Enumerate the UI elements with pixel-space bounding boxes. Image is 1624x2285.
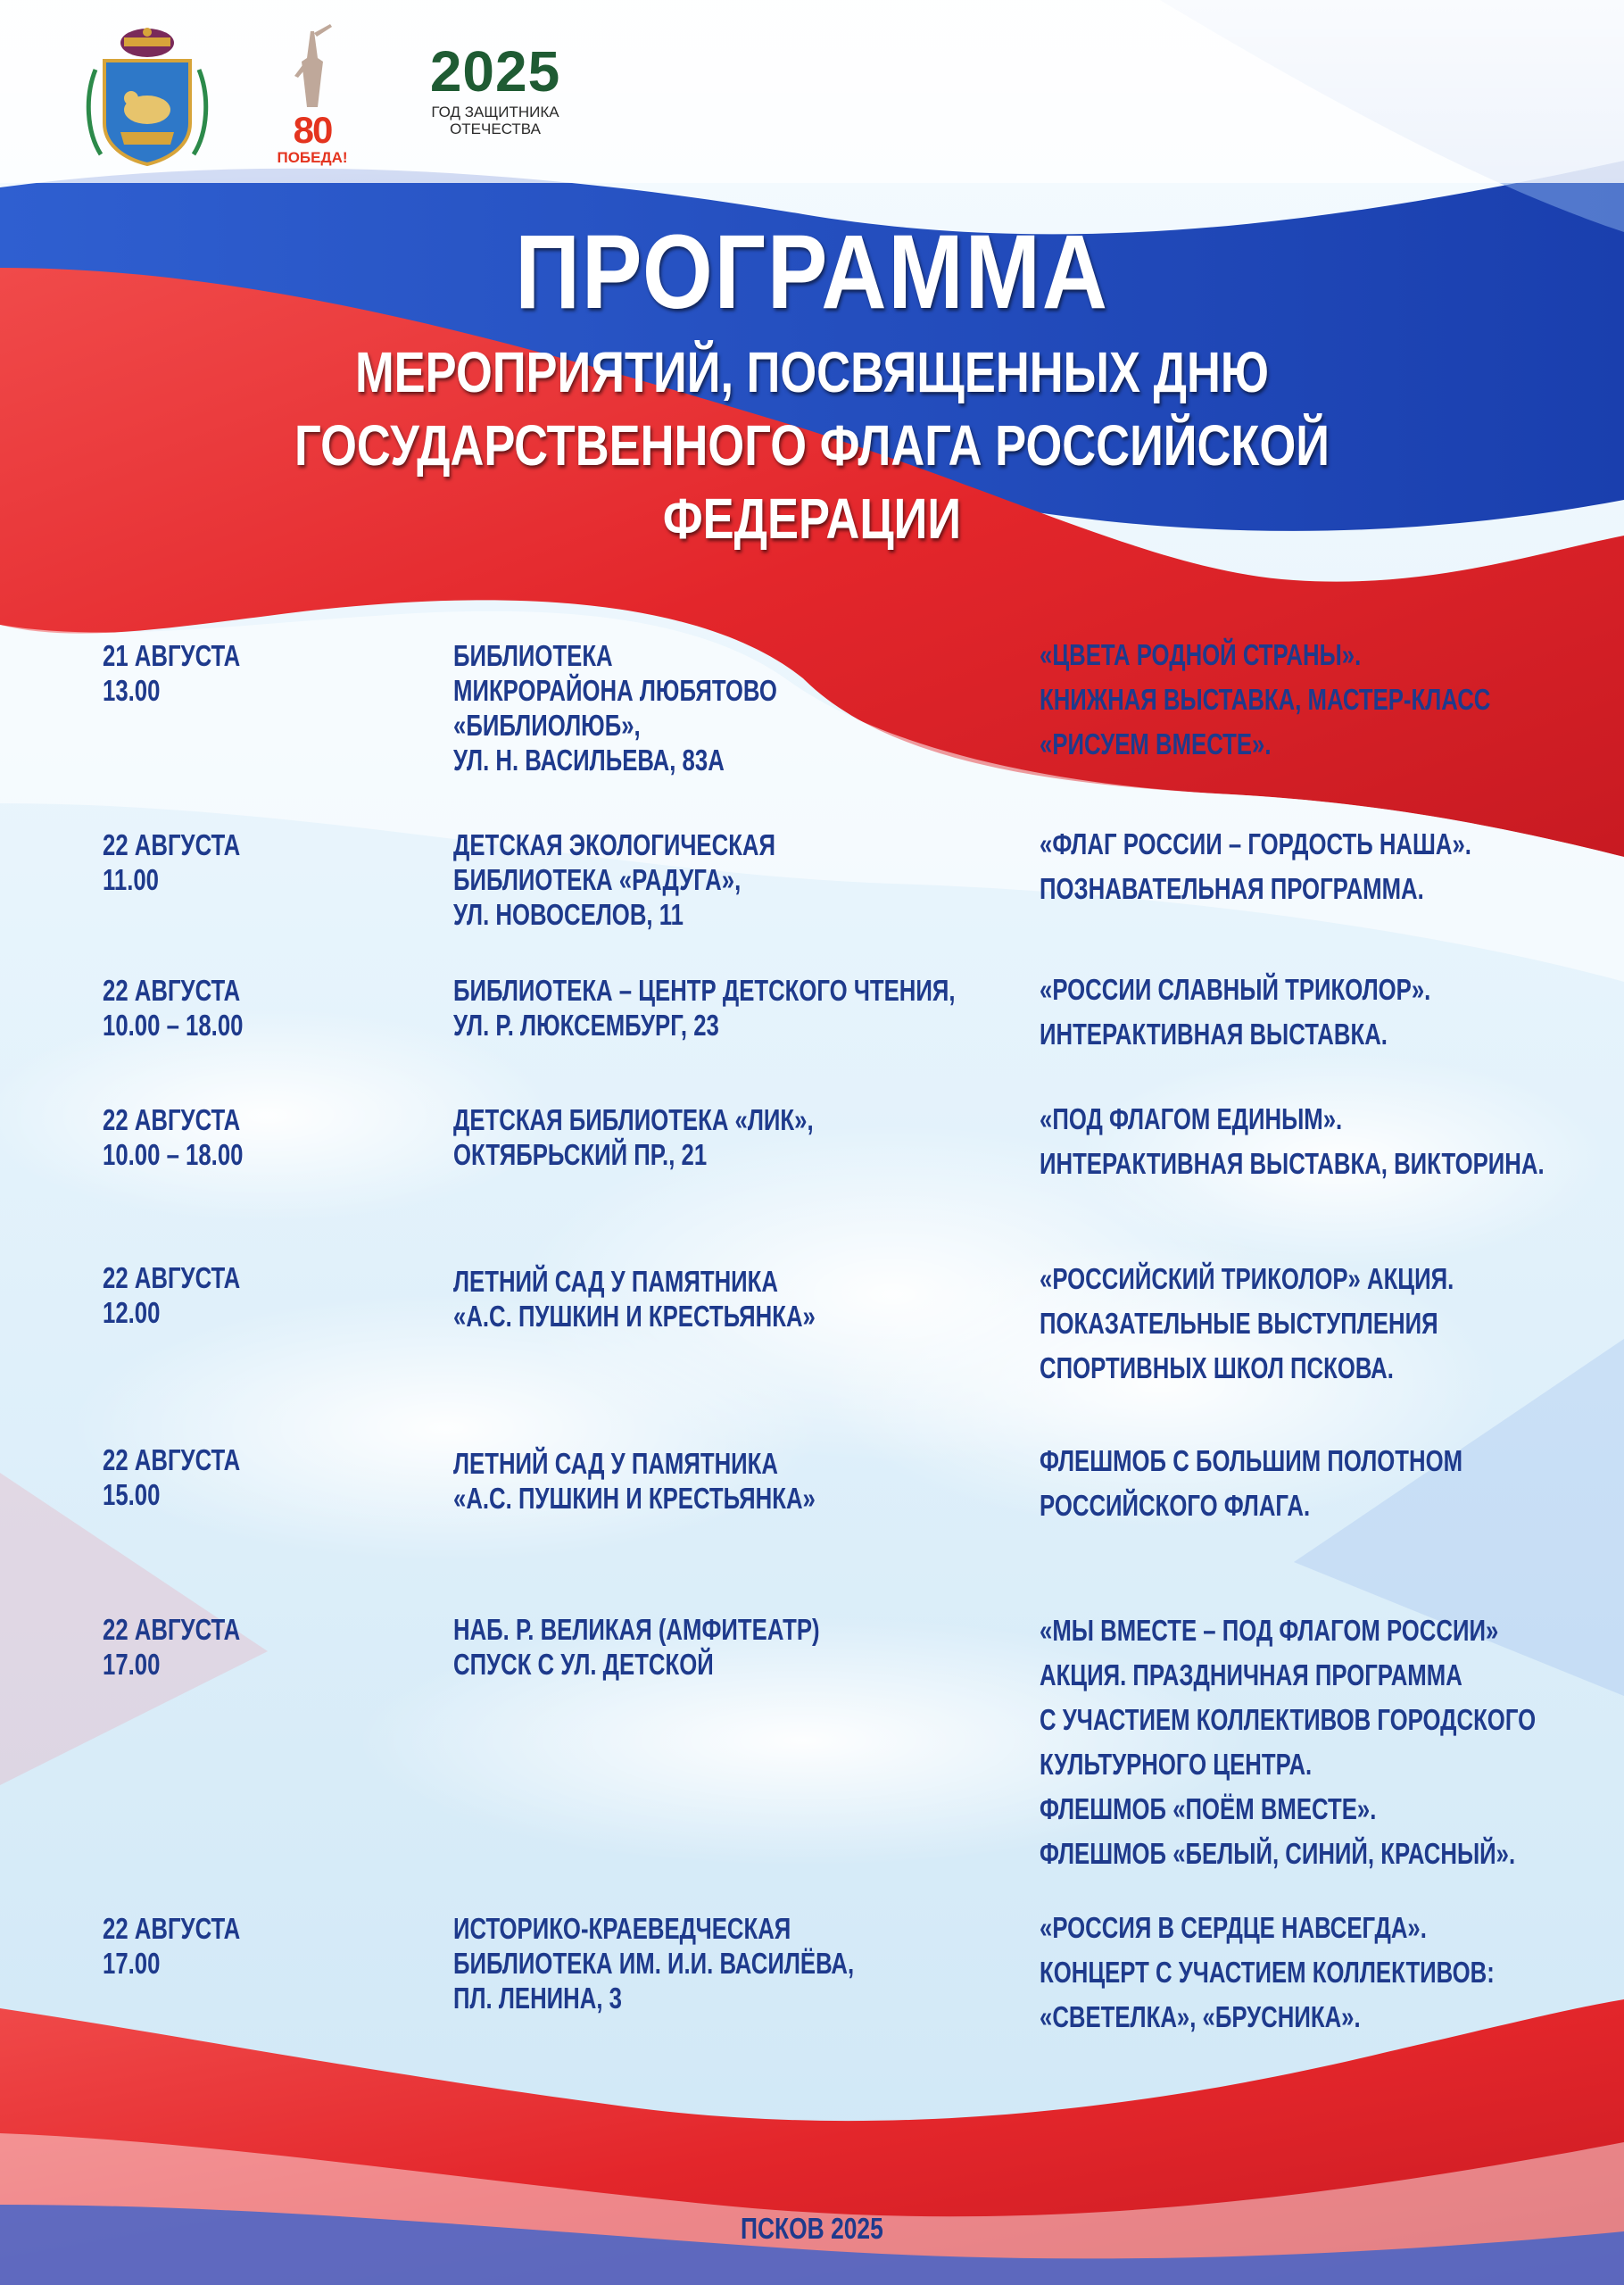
- event-date: 22 АВГУСТА 15.00: [103, 1443, 241, 1511]
- event-description: «ПОД ФЛАГОМ ЕДИНЫМ». ИНТЕРАКТИВНАЯ ВЫСТАВКА, ВИКТОРИНА.: [1040, 1102, 1545, 1180]
- event-place: ДЕТСКАЯ БИБЛИОТЕКА «ЛИК», ОКТЯБРЬСКИЙ ПР., 21: [453, 1103, 814, 1171]
- event-place: ИСТОРИКО-КРАЕВЕДЧЕСКАЯ БИБЛИОТЕКА ИМ. И.И. ВАСИЛЁВА, ПЛ. ЛЕНИНА, 3: [453, 1912, 855, 2015]
- event-description: «МЫ ВМЕСТЕ – ПОД ФЛАГОМ РОССИИ» АКЦИЯ. ПРАЗДНИЧНАЯ ПРОГРАММА С УЧАСТИЕМ КОЛЛЕКТИВОВ ГОРОДСКОГО КУЛЬТУРНОГО ЦЕНТРА. ФЛЕШМОБ «ПОЁМ ВМЕСТЕ». ФЛЕШМОБ «БЕЛЫЙ, СИНИЙ, КРАСНЫЙ».: [1040, 1614, 1537, 1870]
- event-date: 21 АВГУСТА 13.00: [103, 639, 241, 707]
- event-date: 22 АВГУСТА 17.00: [103, 1613, 241, 1681]
- victory-number: 80: [293, 109, 332, 151]
- event-place: БИБЛИОТЕКА – ЦЕНТР ДЕТСКОГО ЧТЕНИЯ, УЛ. Р. ЛЮКСЕМБУРГ, 23: [453, 974, 956, 1042]
- event-description: «РОССИЯ В СЕРДЦЕ НАВСЕГДА». КОНЦЕРТ С УЧАСТИЕМ КОЛЛЕКТИВОВ: «СВЕТЕЛКА», «БРУСНИКА».: [1040, 1911, 1495, 2033]
- event-date: 22 АВГУСТА 10.00 – 18.00: [103, 1103, 244, 1171]
- page-subtitle-line2: ГОСУДАРСТВЕННОГО ФЛАГА РОССИЙСКОЙ ФЕДЕРАЦИИ: [294, 413, 1330, 551]
- event-description: «ЦВЕТА РОДНОЙ СТРАНЫ». КНИЖНАЯ ВЫСТАВКА, МАСТЕР-КЛАСС «РИСУЕМ ВМЕСТЕ».: [1040, 638, 1491, 760]
- event-description: ФЛЕШМОБ С БОЛЬШИМ ПОЛОТНОМ РОССИЙСКОГО ФЛАГА.: [1040, 1444, 1463, 1522]
- footer-text: ПСКОВ 2025: [741, 2212, 883, 2245]
- event-place: ЛЕТНИЙ САД У ПАМЯТНИКА «А.С. ПУШКИН И КРЕСТЬЯНКА»: [453, 1265, 816, 1333]
- event-date: 22 АВГУСТА 11.00: [103, 828, 241, 896]
- event-place: ЛЕТНИЙ САД У ПАМЯТНИКА «А.С. ПУШКИН И КРЕСТЬЯНКА»: [453, 1447, 816, 1515]
- event-date: 22 АВГУСТА 17.00: [103, 1912, 241, 1980]
- event-date: 22 АВГУСТА 12.00: [103, 1261, 241, 1329]
- event-description: «ФЛАГ РОССИИ – ГОРДОСТЬ НАША». ПОЗНАВАТЕЛЬНАЯ ПРОГРАММА.: [1040, 827, 1471, 905]
- year-caption-line1: ГОД ЗАЩИТНИКА: [431, 104, 559, 120]
- victory-word: ПОБЕДА!: [277, 149, 348, 166]
- event-place: ДЕТСКАЯ ЭКОЛОГИЧЕСКАЯ БИБЛИОТЕКА «РАДУГА», УЛ. НОВОСЕЛОВ, 11: [453, 828, 775, 931]
- event-date: 22 АВГУСТА 10.00 – 18.00: [103, 974, 244, 1042]
- page-subtitle-line1: МЕРОПРИЯТИЙ, ПОСВЯЩЕННЫХ ДНЮ: [354, 340, 1270, 404]
- year-caption-line2: ОТЕЧЕСТВА: [450, 120, 541, 137]
- footer-city-year: [0, 2212, 1624, 2246]
- page-title: ПРОГРАММА: [515, 213, 1109, 331]
- event-description: «РОССИИ СЛАВНЫЙ ТРИКОЛОР». ИНТЕРАКТИВНАЯ ВЫСТАВКА.: [1040, 973, 1431, 1051]
- event-place: НАБ. Р. ВЕЛИКАЯ (АМФИТЕАТР) СПУСК С УЛ. ДЕТСКОЙ: [453, 1613, 820, 1681]
- event-description: «РОССИЙСКИЙ ТРИКОЛОР» АКЦИЯ. ПОКАЗАТЕЛЬНЫЕ ВЫСТУПЛЕНИЯ СПОРТИВНЫХ ШКОЛ ПСКОВА.: [1040, 1262, 1454, 1384]
- year-number: 2025: [429, 39, 561, 104]
- event-place: БИБЛИОТЕКА МИКРОРАЙОНА ЛЮБЯТОВО «БИБЛИОЛЮБ», УЛ. Н. ВАСИЛЬЕВА, 83А: [453, 639, 777, 777]
